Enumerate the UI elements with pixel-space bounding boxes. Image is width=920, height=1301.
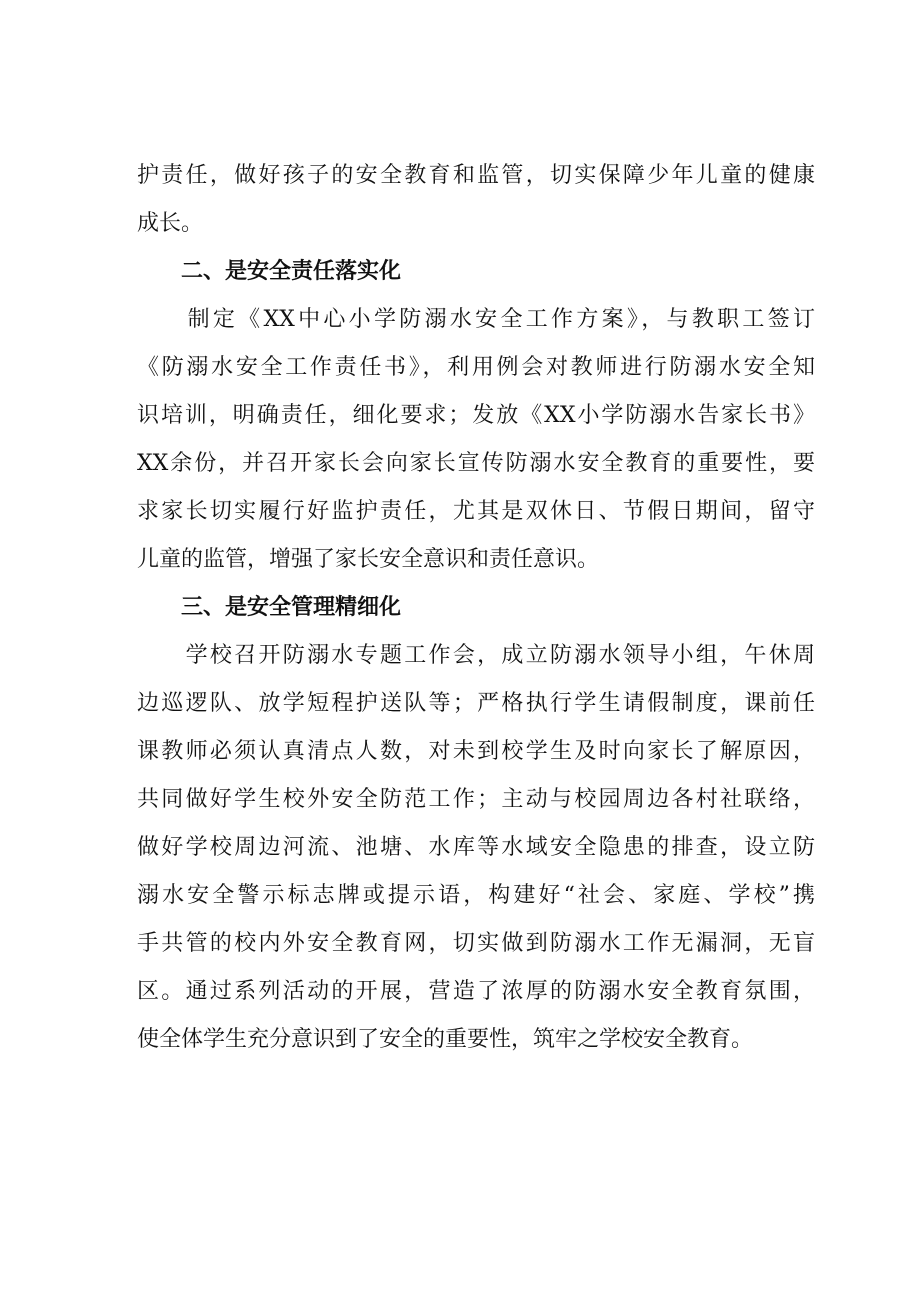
text-line: 课教师必须认真清点人数，对未到校学生及时向家长了解原因， xyxy=(137,739,815,764)
text-line: 使全体学生充分意识到了安全的重要性，筑牢之学校安全教育。 xyxy=(137,1027,754,1052)
text-line: XX余份，并召开家长会向家长宣传防溺水安全教育的重要性，要 xyxy=(137,451,815,476)
text-line: 成长。 xyxy=(137,211,204,236)
text-line: 区。通过系列活动的开展，营造了浓厚的防溺水安全教育氛围， xyxy=(137,979,815,1004)
section-3 xyxy=(137,584,815,1064)
document-page xyxy=(137,152,815,1064)
text-line: 手共管的校内外安全教育网，切实做到防溺水工作无漏洞，无盲 xyxy=(137,931,815,956)
text-line: 边巡逻队、放学短程护送队等；严格执行学生请假制度，课前任 xyxy=(137,691,815,716)
section-2-heading: 二、是安全责任落实化 xyxy=(181,259,402,284)
text-line: 《防溺水安全工作责任书》，利用例会对教师进行防溺水安全知 xyxy=(137,355,815,380)
intro-paragraph xyxy=(137,152,815,248)
text-line: 制定《XX中心小学防溺水安全工作方案》，与教职工签订 xyxy=(137,307,815,332)
text-line: 识培训，明确责任，细化要求；发放《XX小学防溺水告家长书》 xyxy=(137,403,815,428)
text-line: 求家长切实履行好监护责任，尤其是双休日、节假日期间，留守 xyxy=(137,499,815,524)
section-2 xyxy=(137,248,815,584)
text-line: 做好学校周边河流、池塘、水库等水域安全隐患的排查，设立防 xyxy=(137,835,815,860)
text-line: 学校召开防溺水专题工作会，成立防溺水领导小组，午休周 xyxy=(137,643,815,668)
section-3-heading: 三、是安全管理精细化 xyxy=(181,595,402,620)
text-line: 护责任，做好孩子的安全教育和监管，切实保障少年儿童的健康 xyxy=(137,163,815,188)
text-line: 儿童的监管，增强了家长安全意识和责任意识。 xyxy=(137,547,600,572)
text-line: 共同做好学生校外安全防范工作；主动与校园周边各村社联络， xyxy=(137,787,815,812)
text-line: 溺水安全警示标志牌或提示语，构建好“社会、家庭、学校”携 xyxy=(137,883,815,908)
